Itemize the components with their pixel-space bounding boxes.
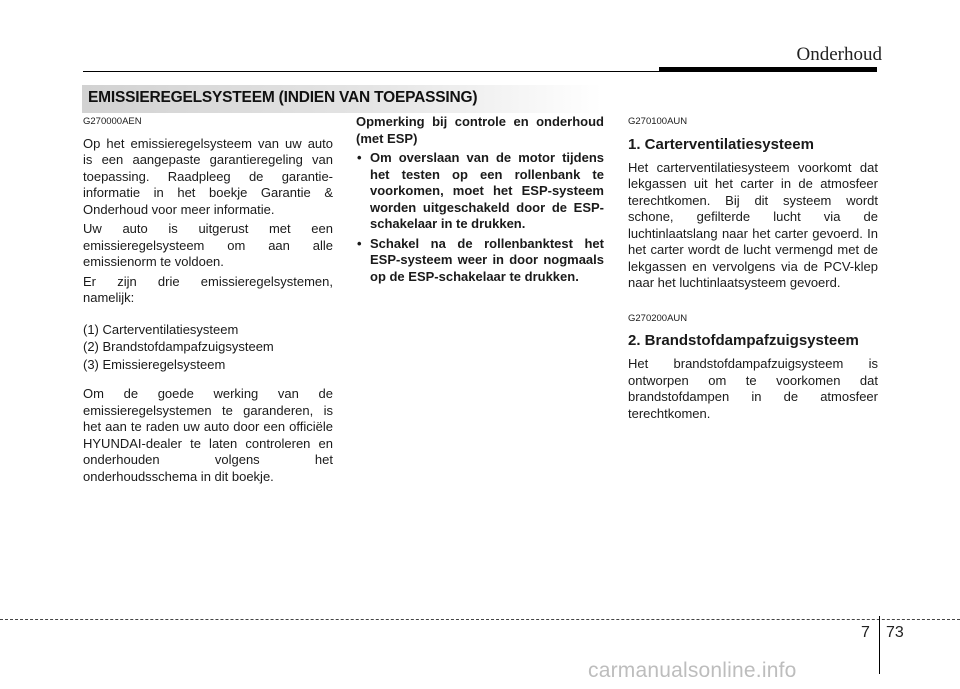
page-number: 73	[886, 624, 904, 641]
header-rule-thick	[659, 67, 877, 72]
note-title: Opmerking bij controle en onderhoud (met ESP)	[356, 114, 604, 146]
section-code: G270200AUN	[628, 312, 688, 324]
paragraph: Uw auto is uitgerust met een emissieregelsysteem om aan alle emissienorm te voldoen.	[83, 221, 333, 269]
paragraph: Om de goede werking van de emissieregelsystemen te garanderen, is het aan te raden uw auto door een officiële HYUNDAI-dealer te laten controleren en onderhouden volgens het onderhoudsschema in dit boekje.	[83, 386, 333, 484]
section-title: EMISSIEREGELSYSTEEM (INDIEN VAN TOEPASSING)	[88, 89, 478, 106]
list-item	[356, 236, 604, 286]
bullet-icon: •	[357, 150, 362, 165]
paragraph: Het carterventilatiesysteem voorkomt dat lekgassen uit het carter in de atmosfeer terechtkomen. Bij dit systeem wordt schone, gefilterde lucht via de luchtinlaatslang naar het carter gevoerd. In het carter wordt de lucht vermengd met de lekgassen en vervolgens via de PCV-klep naar het luchtinlaatsysteem gevoerd.	[628, 159, 878, 290]
list-item: (2) Brandstofdampafzuigsysteem	[83, 339, 274, 354]
footer-divider	[879, 616, 880, 674]
spacer	[83, 310, 333, 322]
note-bullet-list	[356, 150, 604, 285]
header-rule-thin	[83, 71, 679, 72]
list-item: (3) Emissieregelsysteem	[83, 356, 226, 372]
column-2	[356, 114, 604, 288]
bullet-icon: •	[357, 235, 362, 251]
bullet-text: Schakel na de rollenbanktest het ESP-systeem weer in door nogmaals op de ESP-schakelaar te drukken.	[370, 235, 604, 284]
spacer	[83, 374, 333, 386]
bullet-text: Om overslaan van de motor tijdens het testen op een rollenbank te voorkomen, moet het ESP-systeem worden uitgeschakeld door de ESP-schakelaar in te drukken.	[370, 150, 604, 231]
section-banner	[82, 85, 602, 113]
subsection-heading: 2. Brandstofdampafzuigsysteem	[628, 332, 859, 349]
footer-rule	[0, 619, 960, 620]
column-3	[628, 114, 878, 425]
paragraph: Op het emissieregelsysteem van uw auto is een aangepaste garantieregeling van toepassing. Raadpleeg de garantie-informatie in het boekje Garantie & Onderhoud voor meer informatie.	[83, 135, 333, 217]
chapter-number: 7	[861, 624, 870, 641]
watermark-text: carmanualsonline.info	[588, 659, 797, 682]
spacer	[628, 295, 878, 311]
section-code: G270100AUN	[628, 116, 688, 127]
paragraph: Het brandstofdampafzuigsysteem is ontworpen om te voorkomen dat brandstofdampen in de atmosfeer terechtkomen.	[628, 356, 878, 421]
list-item: (1) Carterventilatiesysteem	[83, 321, 239, 337]
section-code: G270000AEN	[83, 116, 142, 127]
column-1	[83, 114, 333, 488]
list-item	[356, 150, 604, 233]
subsection-heading: 1. Carterventilatiesysteem	[628, 135, 814, 153]
chapter-title: Onderhoud	[796, 44, 882, 65]
paragraph: Er zijn drie emissieregelsystemen, namelijk:	[83, 273, 333, 305]
